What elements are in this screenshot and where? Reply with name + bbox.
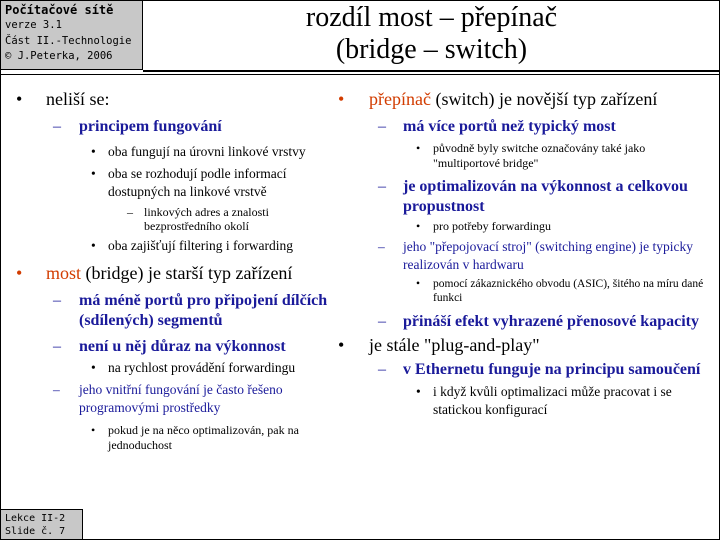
bullet-plug-and-play: • je stále "plug-and-play": [338, 335, 540, 355]
left-column: [16, 88, 346, 457]
bullet-dot-icon: •: [91, 144, 96, 159]
item-multiport-bridge: • původně byly switche označovány také jako "multiportové bridge": [416, 141, 646, 170]
item-forwarding-needs: • pro potřeby forwardingu: [416, 219, 551, 233]
dash-icon: –: [378, 313, 386, 330]
bullet-dot-icon: •: [91, 423, 96, 437]
sub-bullet-more-ports: – má více portů než typický most: [378, 118, 616, 135]
dash-icon: –: [53, 292, 61, 309]
item-link-layer: • oba fungují na úrovni linkové vrstvy: [91, 144, 306, 159]
dash-icon: –: [53, 118, 61, 135]
title-rule: [143, 70, 720, 72]
item-filtering: • oba zajišťují filtering i forwarding: [91, 238, 293, 253]
dash-icon: –: [53, 338, 61, 355]
bullet-dot-icon: •: [416, 384, 421, 399]
dash-icon: –: [127, 205, 133, 219]
course-name: Počítačové sítě: [5, 3, 114, 17]
title-line-2: (bridge – switch): [335, 34, 528, 65]
bullet-dot-icon: •: [416, 219, 421, 233]
bullet-dot-icon: •: [91, 360, 96, 375]
item-asic: • pomocí zákaznického obvodu (ASIC), šitého na míru dané funkci: [416, 278, 704, 304]
sub-bullet-software: – jeho vnitřní fungování je často řešeno programovými prostředky: [53, 382, 283, 415]
dash-icon: –: [53, 382, 60, 397]
slide-title: [143, 2, 720, 70]
bullet-dot-icon: •: [338, 89, 345, 109]
course-part: Část II.-Technologie: [5, 34, 132, 47]
bullet-no-difference: • neliší se:: [16, 89, 110, 109]
bullet-dot-icon: •: [416, 278, 421, 290]
item-static-config: • i když kvůli optimalizaci může pracovat i se statickou konfigurací: [416, 384, 672, 417]
item-simplicity: • pokud je na něco optimalizován, pak na jednoduchost: [91, 423, 299, 452]
dash-icon: –: [378, 361, 386, 378]
item-forwarding-speed: • na rychlost provádění forwardingu: [91, 360, 296, 375]
bullet-dot-icon: •: [16, 263, 23, 283]
footer-slide-info: [1, 509, 83, 539]
bullet-switch: • přepínač (switch) je novější typ zařízení: [338, 89, 658, 109]
title-line-1: rozdíl most – přepínač: [305, 2, 558, 33]
item-link-addresses: – linkových adres a znalosti bezprostředního okolí: [127, 205, 269, 233]
bullet-dot-icon: •: [16, 89, 23, 109]
bullet-dot-icon: •: [416, 141, 421, 155]
right-column: [338, 88, 710, 423]
footer-slide-number: Slide č. 7: [5, 526, 66, 537]
sub-bullet-no-performance: – není u něj důraz na výkonnost: [53, 338, 286, 355]
sub-bullet-switching-engine: – jeho "přepojovací stroj" (switching engine) je typicky realizován v hardwaru: [378, 239, 693, 272]
sub-bullet-optimized: – je optimalizován na výkonnost a celkovou propustnost: [378, 178, 688, 215]
dash-icon: –: [378, 239, 385, 254]
sub-bullet-fewer-ports: – má méně portů pro připojení dílčích (sdílených) segmentů: [53, 292, 328, 329]
item-decision: • oba se rozhodují podle informací dostupných na linkové vrstvě: [91, 166, 287, 199]
course-copyright: © J.Peterka, 2006: [5, 50, 113, 62]
course-info-box: [1, 1, 143, 70]
dash-icon: –: [378, 178, 386, 195]
bullet-bridge: • most (bridge) je starší typ zařízení: [16, 263, 293, 283]
bullet-dot-icon: •: [91, 166, 96, 181]
bullet-dot-icon: •: [91, 238, 96, 253]
sub-bullet-self-learning: – v Ethernetu funguje na principu samoučení: [378, 361, 701, 378]
course-version: verze 3.1: [5, 19, 62, 31]
title-divider: [1, 74, 719, 75]
footer-lecture: Lekce II-2: [5, 513, 66, 524]
sub-bullet-dedicated-capacity: – přináší efekt vyhrazené přenosové kapacity: [378, 313, 699, 330]
bullet-dot-icon: •: [338, 335, 345, 355]
sub-bullet-principle: – principem fungování: [53, 118, 222, 135]
dash-icon: –: [378, 118, 386, 135]
